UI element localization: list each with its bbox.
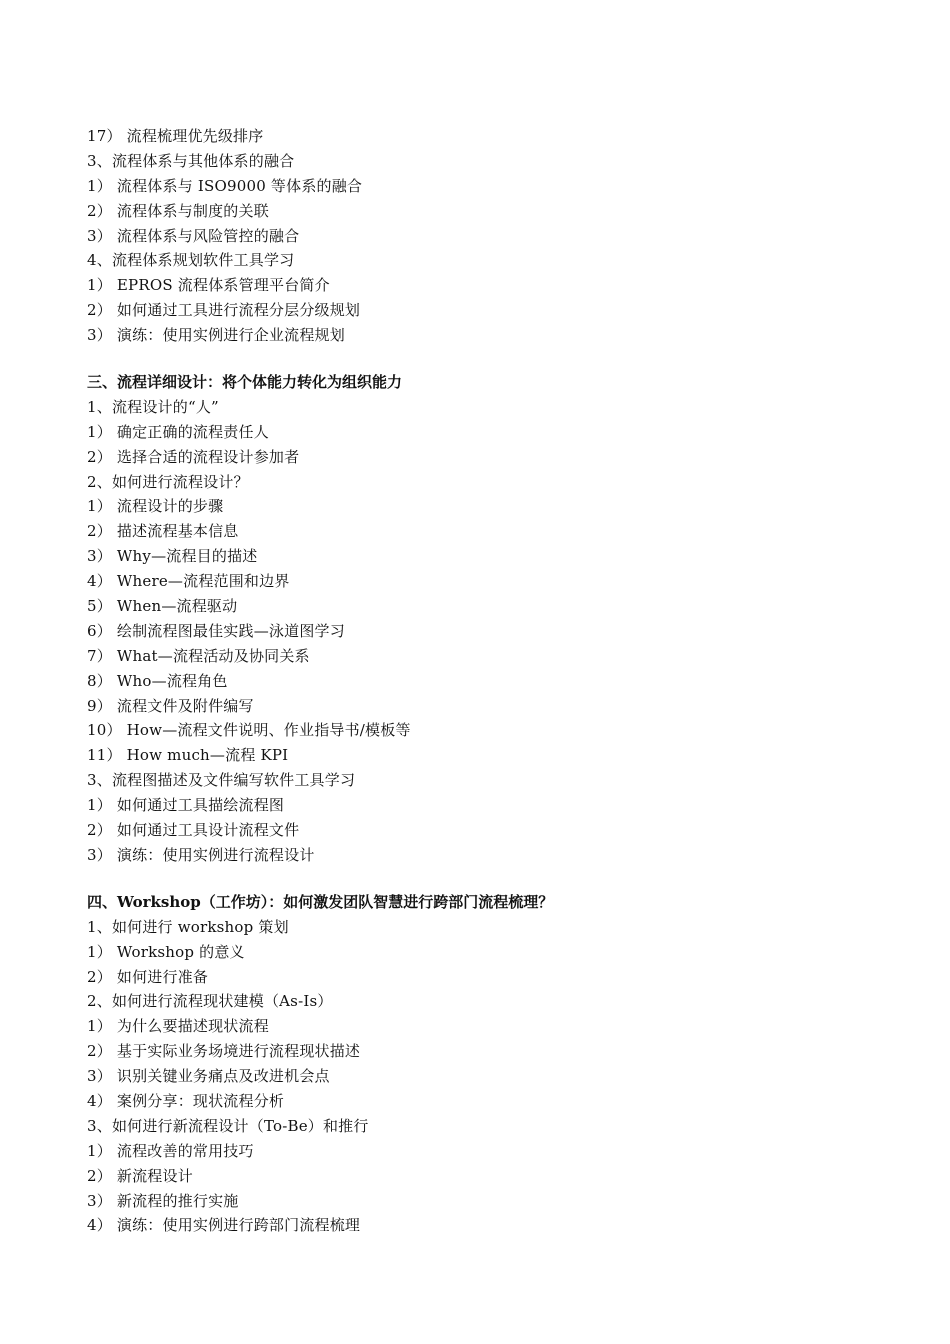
text-line: 7） What—流程活动及协同关系 bbox=[87, 646, 310, 665]
text-line: 3） 新流程的推行实施 bbox=[87, 1191, 239, 1210]
text-line: 4、流程体系规划软件工具学习 bbox=[87, 251, 295, 270]
text-line: 4） 演练：使用实例进行跨部门流程梳理 bbox=[87, 1216, 361, 1235]
section-heading: 四、Workshop（工作坊）：如何激发团队智慧进行跨部门流程梳理？ bbox=[87, 892, 554, 911]
text-line: 4） Where—流程范围和边界 bbox=[87, 572, 290, 591]
text-line: 3、如何进行新流程设计（To-Be）和推行 bbox=[87, 1116, 369, 1135]
text-line: 2、如何进行流程设计？ bbox=[87, 472, 249, 491]
text-line: 10） How—流程文件说明、作业指导书/模板等 bbox=[87, 721, 411, 740]
text-line: 2） 选择合适的流程设计参加者 bbox=[87, 447, 300, 466]
text-line: 3） 演练：使用实例进行企业流程规划 bbox=[87, 326, 345, 345]
text-line: 6） 绘制流程图最佳实践—泳道图学习 bbox=[87, 621, 345, 640]
text-line: 1） 如何通过工具描绘流程图 bbox=[87, 796, 285, 815]
text-line: 2） 基于实际业务场境进行流程现状描述 bbox=[87, 1042, 361, 1061]
text-line: 1） 为什么要描述现状流程 bbox=[87, 1017, 269, 1036]
section-heading: 三、流程详细设计：将个体能力转化为组织能力 bbox=[87, 373, 403, 392]
text-line: 2、如何进行流程现状建模（As-Is） bbox=[87, 992, 333, 1011]
text-line: 8） Who—流程角色 bbox=[87, 671, 228, 690]
text-line: 2） 描述流程基本信息 bbox=[87, 522, 239, 541]
text-line: 1） EPROS 流程体系管理平台简介 bbox=[87, 276, 330, 295]
text-line: 2） 如何进行准备 bbox=[87, 967, 209, 986]
text-line: 3） 演练：使用实例进行流程设计 bbox=[87, 845, 315, 864]
text-line: 11） How much—流程 KPI bbox=[87, 746, 289, 765]
text-line: 1、流程设计的“人” bbox=[87, 397, 219, 416]
text-line: 3、流程图描述及文件编写软件工具学习 bbox=[87, 771, 356, 790]
document-body bbox=[87, 124, 867, 1238]
text-line: 2） 新流程设计 bbox=[87, 1166, 193, 1185]
text-line: 2） 流程体系与制度的关联 bbox=[87, 201, 269, 220]
text-line: 17） 流程梳理优先级排序 bbox=[87, 127, 264, 145]
text-line: 5） When—流程驱动 bbox=[87, 597, 238, 616]
text-line: 1） 流程设计的步骤 bbox=[87, 497, 224, 516]
text-line: 2） 如何通过工具进行流程分层分级规划 bbox=[87, 301, 361, 320]
text-line: 3） 识别关键业务痛点及改进机会点 bbox=[87, 1067, 330, 1086]
section-spacer bbox=[87, 868, 867, 890]
text-line: 1） 流程体系与 ISO9000 等体系的融合 bbox=[87, 176, 363, 195]
text-line: 4） 案例分享：现状流程分析 bbox=[87, 1091, 285, 1110]
text-line: 3、流程体系与其他体系的融合 bbox=[87, 151, 295, 170]
text-line: 2） 如何通过工具设计流程文件 bbox=[87, 821, 300, 840]
text-line: 1） Workshop 的意义 bbox=[87, 942, 245, 961]
section-spacer bbox=[87, 348, 867, 370]
text-line: 9） 流程文件及附件编写 bbox=[87, 696, 254, 715]
text-line: 3） Why—流程目的描述 bbox=[87, 547, 258, 566]
text-line: 3） 流程体系与风险管控的融合 bbox=[87, 226, 300, 245]
text-line: 1） 流程改善的常用技巧 bbox=[87, 1141, 254, 1160]
text-line: 1、如何进行 workshop 策划 bbox=[87, 917, 289, 936]
text-line: 1） 确定正确的流程责任人 bbox=[87, 422, 269, 441]
